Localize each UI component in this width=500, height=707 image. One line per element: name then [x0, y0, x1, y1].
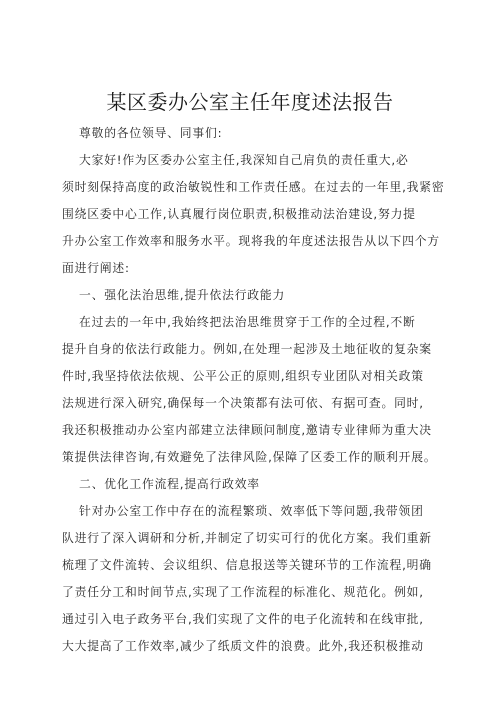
paragraph-line: 大大提高了工作效率,减少了纸质文件的浪费。此外,我还积极推动	[62, 639, 424, 653]
paragraph-line: 梳理了文件流转、会议组织、信息报送等关键环节的工作流程,明确	[62, 558, 432, 572]
paragraph-line: 件时,我坚持依法依规、公平公正的原则,组织专业团队对相关政策	[62, 369, 424, 383]
paragraph-line: 法规进行深入研究,确保每一个决策都有法可依、有据可查。同时,	[62, 396, 424, 410]
paragraph-line: 大家好!作为区委办公室主任,我深知自己肩负的责任重大,必	[79, 153, 409, 167]
paragraph-line: 围绕区委中心工作,认真履行岗位职责,积极推动法治建设,努力提	[62, 207, 416, 221]
paragraph-line: 须时刻保持高度的政治敏锐性和工作责任感。在过去的一年里,我紧密	[62, 180, 445, 194]
paragraph-line: 策提供法律咨询,有效避免了法律风险,保障了区委工作的顺利开展。	[62, 450, 437, 464]
paragraph-line: 队进行了深入调研和分析,并制定了切实可行的优化方案。我们重新	[62, 531, 432, 545]
paragraph-line: 面进行阐述:	[62, 261, 130, 275]
paragraph-line: 我还积极推动办公室内部建立法律顾问制度,邀请专业律师为重大决	[62, 423, 432, 437]
paragraph-line: 在过去的一年中,我始终把法治思维贯穿于工作的全过程,不断	[79, 315, 416, 329]
section-heading: 二、优化工作流程,提高行政效率	[79, 477, 260, 491]
section-heading: 一、强化法治思维,提升依法行政能力	[79, 288, 286, 302]
paragraph-line: 通过引入电子政务平台,我们实现了文件的电子化流转和在线审批,	[62, 612, 424, 626]
paragraph-line: 提升自身的依法行政能力。例如,在处理一起涉及土地征收的复杂案	[62, 342, 432, 356]
salutation: 尊敬的各位领导、同事们:	[79, 126, 223, 140]
paragraph-line: 了责任分工和时间节点,实现了工作流程的标准化、规范化。例如,	[62, 585, 424, 599]
document-title: 某区委办公室主任年度述法报告	[106, 90, 394, 114]
paragraph-line: 升办公室工作效率和服务水平。现将我的年度述法报告从以下四个方	[62, 234, 440, 248]
paragraph-line: 针对办公室工作中存在的流程繁琐、效率低下等问题,我带领团	[79, 504, 424, 518]
